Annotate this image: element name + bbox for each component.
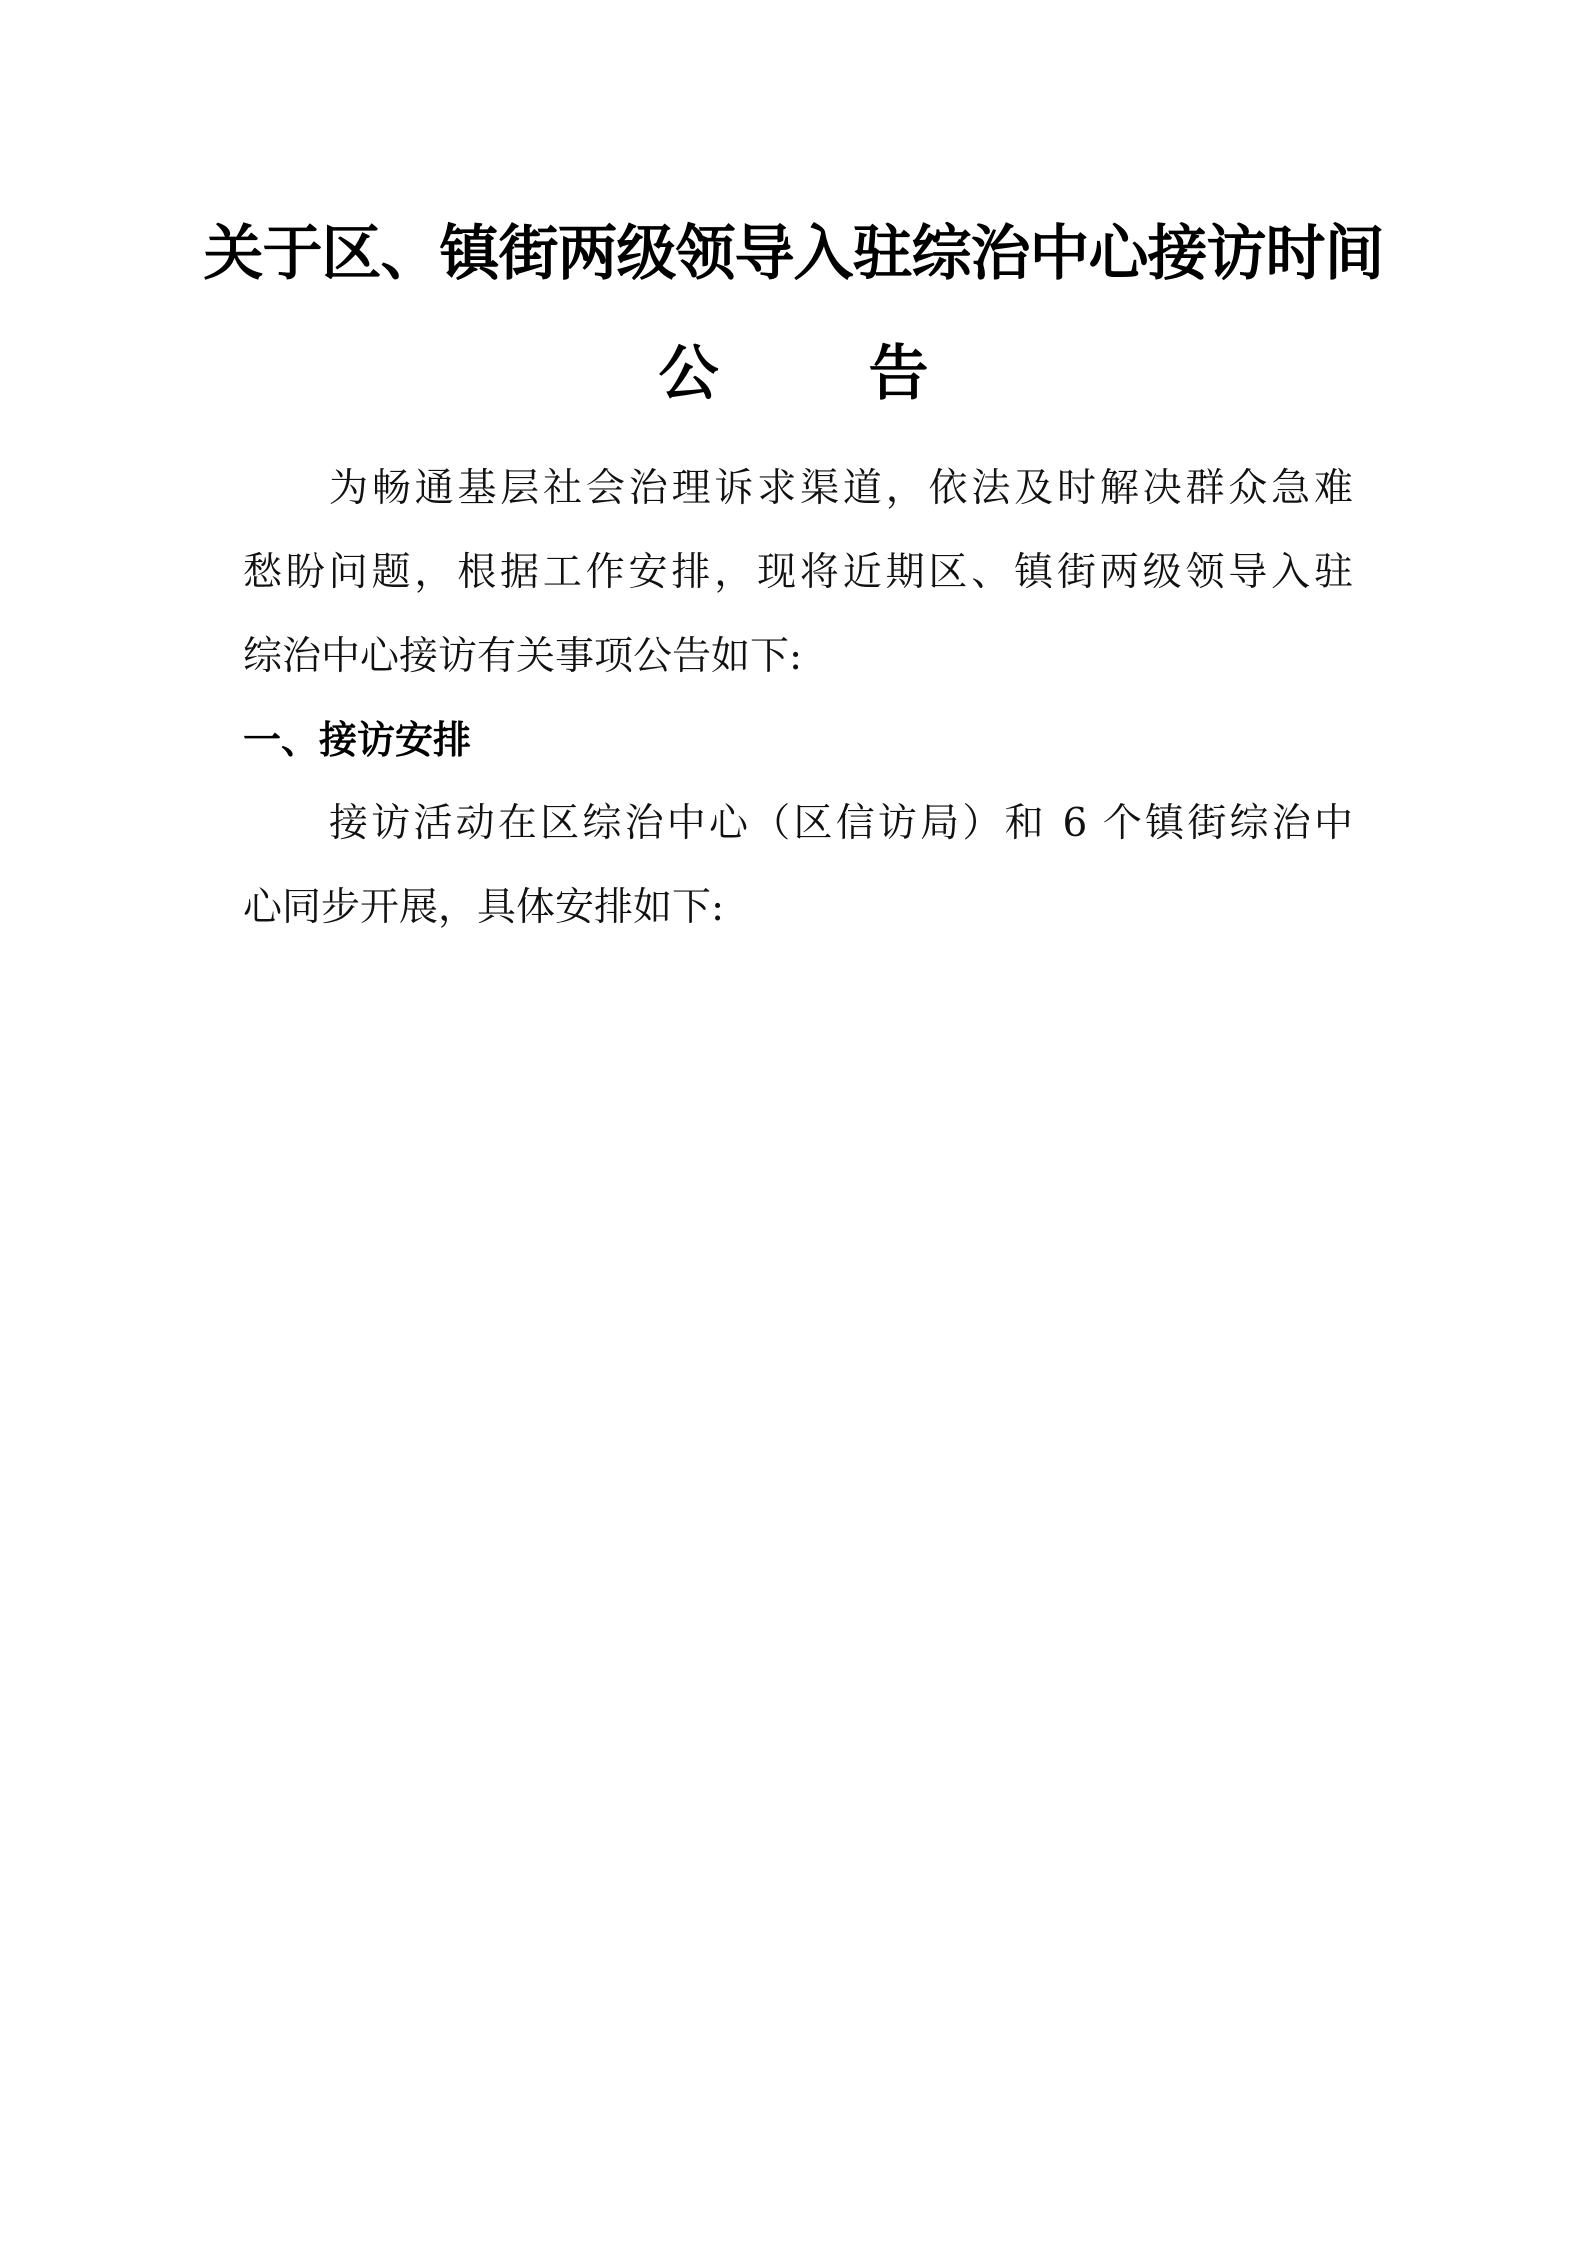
intro-line-3: 综治中心接访有关事项公告如下:: [243, 634, 803, 679]
section-heading-1: 一、接访安排: [243, 718, 472, 762]
section-1-paragraph: [243, 782, 1353, 950]
section-1-line-2: 心同步开展，具体安排如下:: [243, 885, 725, 930]
section-1-line-1: 接访活动在区综治中心（区信访局）和 6 个镇街综治中: [329, 801, 1353, 846]
intro-paragraph: [243, 447, 1353, 699]
intro-line-2: 愁盼问题，根据工作安排，现将近期区、镇街两级领导入驻: [243, 550, 1353, 595]
document-title-line-1: 关于区、镇街两级领导入驻综治中心接访时间: [203, 219, 1384, 289]
title-char-gong: 公: [658, 339, 719, 409]
document-title-line-2: [0, 332, 1587, 416]
intro-line-1: 为畅通基层社会治理诉求渠道，依法及时解决群众急难: [329, 466, 1353, 511]
title-char-gao: 告: [868, 339, 929, 409]
